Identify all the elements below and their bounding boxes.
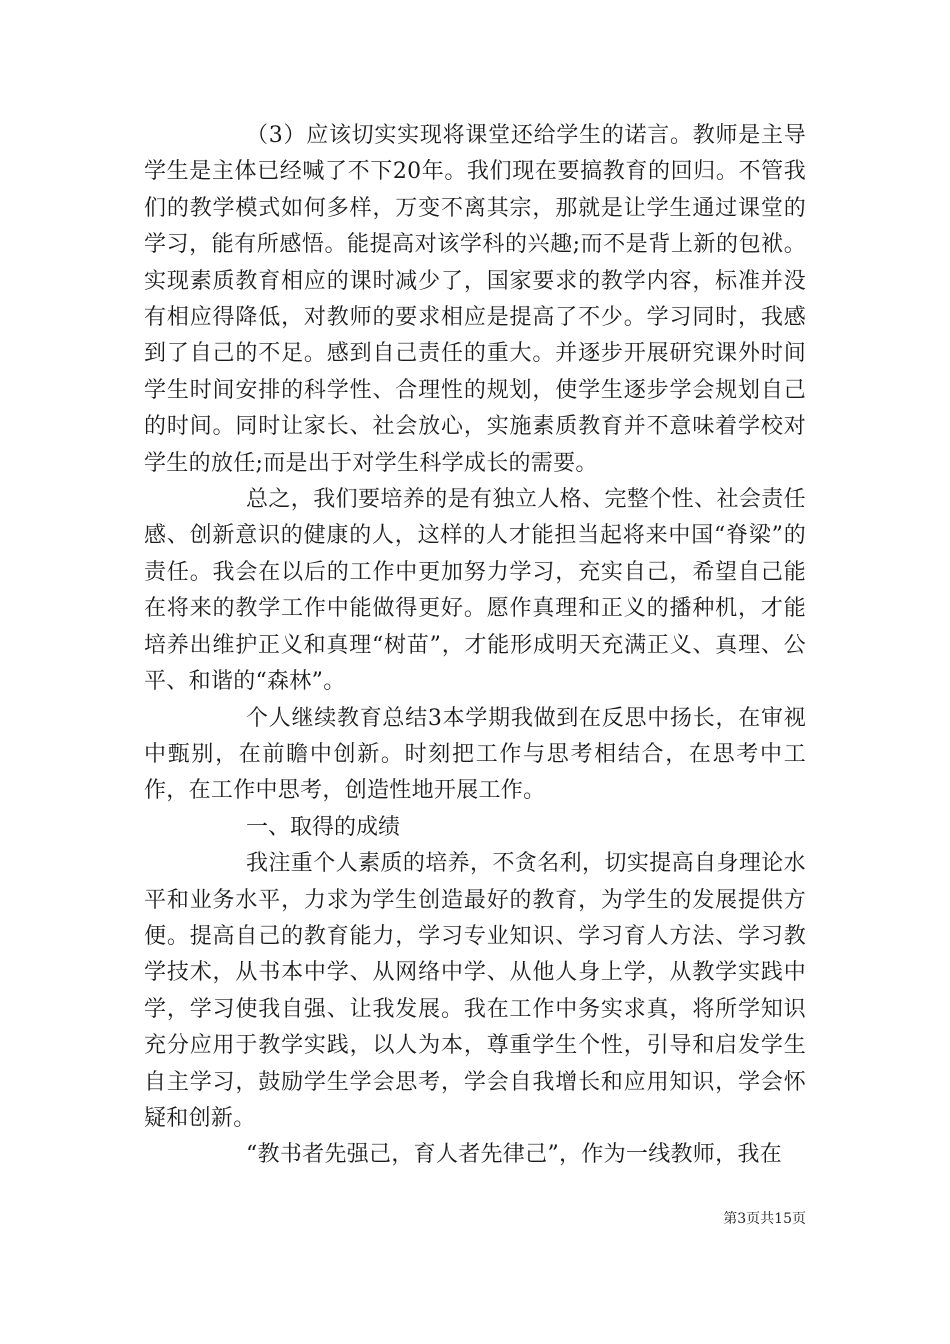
- paragraph-teacher-quote: “教书者先强己，育人者先律己”，作为一线教师，我在: [246, 1142, 782, 1168]
- paragraph-personal-quality: 我注重个人素质的培养，不贪名利，切实提高自身理论水平和业务水平，力求为学生创造最好的教育，为学生的发展提供方便。提高自己的教育能力，学习专业知识、学习育人方法、学习教学技术，从书本中学、从网络中学、从他人身上学，从教学实践中学，学习使我自强、让我发展。我在工作中务实求真，将所学知识充分应用于教学实践，以人为本，尊重学生个性，引导和启发学生自主学习，鼓励学生学会思考，学会自我增长和应用知识，学会怀疑和创新。: [144, 851, 806, 1131]
- section-heading-achievements: 一、取得的成绩: [246, 814, 401, 840]
- paragraph-conclusion: 总之，我们要培养的是有独立人格、完整个性、社会责任感、创新意识的健康的人，这样的人才能担当起将来中国“脊梁”的责任。我会在以后的工作中更加努力学习，充实自己，希望自己能在将来的教学工作中能做得更好。愿作真理和正义的播种机，才能培养出维护正义和真理“树苗”，才能形成明天充满正义、真理、公平、和谐的“森林”。: [144, 487, 806, 695]
- document-body: [144, 118, 806, 1174]
- page-number-footer: 第3页共15页: [723, 1211, 806, 1227]
- paragraph-classroom-return: （3）应该切实实现将课堂还给学生的诺言。教师是主导学生是主体已经喊了不下20年。我们现在要搞教育的回归。不管我们的教学模式如何多样，万变不离其宗，那就是让学生通过课堂的学习，能有所感悟。能提高对该学科的兴趣;而不是背上新的包袱。实现素质教育相应的课时减少了，国家要求的教学内容，标准并没有相应得降低，对教师的要求相应是提高了不少。学习同时，我感到了自己的不足。感到自己责任的重大。并逐步开展研究课外时间学生时间安排的科学性、合理性的规划，使学生逐步学会规划自己的时间。同时让家长、社会放心，实施素质教育并不意味着学校对学生的放任;而是出于对学生科学成长的需要。: [144, 123, 806, 476]
- paragraph-summary-intro: 个人继续教育总结3本学期我做到在反思中扬长，在审视中甄别，在前瞻中创新。时刻把工作与思考相结合，在思考中工作，在工作中思考，创造性地开展工作。: [144, 705, 806, 804]
